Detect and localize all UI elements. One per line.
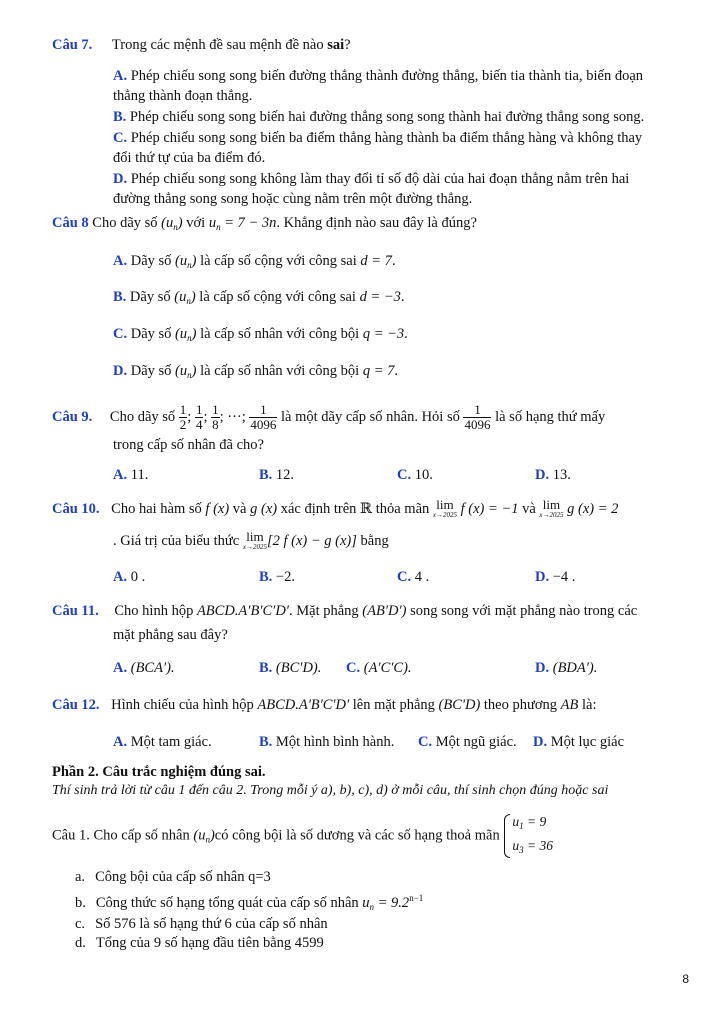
q12-option-a: A. Một tam giác. [113, 734, 212, 750]
q11-option-d: D. (BDA′). [535, 660, 598, 676]
q9-label: Câu 9. [52, 409, 93, 425]
q11-stem: Câu 11. Cho hình hộp ABCD.A′B′C′D′. Mặt phẳng (AB′D′) song song với mặt phẳng nào trong các [52, 603, 638, 619]
q12-option-c: C. Một ngũ giác. [418, 734, 517, 750]
fraction-1-4096-b: $\frac{1}{4096}$ [464, 402, 491, 433]
q12-option-b: B. Một hình bình hành. [259, 734, 395, 750]
q7-option-c: C. Phép chiếu song song biến ba điểm thẳng hàng thành ba điểm thẳng hàng và không thay [113, 130, 643, 146]
q7-option-c-cont: đổi thứ tự của ba điểm đó. [113, 150, 266, 166]
q9-option-b: B. 12. [259, 467, 295, 483]
q7-option-a: A. Phép chiếu song song biến đường thẳng thành đường thẳng, biến tia thành tia, biến đoạn [113, 68, 644, 84]
q7-option-b: B. Phép chiếu song song biến hai đường thẳng song song thành hai đường thẳng song song. [113, 109, 645, 125]
q8-option-a: A. Dãy số $(u_n)$ là cấp số cộng với công sai d = 7. [113, 253, 396, 270]
q7-stem: Câu 7. Trong các mệnh đề sau mệnh đề nào sai? [52, 37, 351, 53]
limit-operator: lim x→2025 [432, 496, 457, 519]
q9-option-a: A. 11. [113, 467, 149, 483]
q9-stem: Câu 9. Cho dãy số $\frac{1}{2}$ ; $\frac{1}{4}$ ; $\frac{1}{8}$ ; ···; $\frac{1}{4096}$ là một dãy cấp số nhân. Hỏi số $\frac{1}{4096}$ là số hạng thứ mấy [52, 402, 606, 433]
p2q1-item-c: c. Số 576 là số hạng thứ 6 của cấp số nhân [75, 916, 328, 932]
q9-option-c: C. 10. [397, 467, 433, 483]
fraction-1-8: $\frac{1}{8}$ [212, 402, 219, 433]
q8-option-c: C. Dãy số $(u_n)$ là cấp số nhân với công bội q = −3. [113, 326, 408, 343]
q8-stem: Câu 8 Cho dãy số $(u_n)$ với $u_n = 7 - 3n$. Khẳng định nào sau đây là đúng? [52, 215, 477, 232]
limit-operator-2: lim x→2025 [539, 496, 564, 519]
q11-stem-cont: mặt phẳng sau đây? [113, 627, 228, 643]
q12-label: Câu 12. [52, 697, 100, 713]
q10-option-c: C. 4 . [397, 569, 430, 585]
q7-option-a-cont: thẳng thành đoạn thẳng. [113, 88, 253, 104]
q11-option-c: C. (A′C′C). [346, 660, 412, 676]
q7-option-d: D. Phép chiếu song song không làm thay đổi tỉ số độ dài của hai đoạn thẳng nằm trên hai [113, 171, 630, 187]
fraction-1-4: $\frac{1}{4}$ [195, 402, 203, 433]
q11-option-a: A. (BCA′). [113, 660, 175, 676]
q7-option-d-cont: đường thẳng song song hoặc cùng nằm trên một đường thẳng. [113, 191, 473, 207]
equation-system: $u_1 = 9$ $u_3 = 36$ [503, 812, 553, 860]
q8-option-b: B. Dãy số $(u_n)$ là cấp số cộng với công sai d = −3. [113, 289, 405, 306]
part2-instruction: Thí sinh trả lời từ câu 1 đến câu 2. Trong mỗi ý a), b), c), d) ở mỗi câu, thí sinh chọn đúng hoặc sai [52, 783, 609, 798]
q10-option-a: A. 0 . [113, 569, 146, 585]
part2-title: Phần 2. Câu trắc nghiệm đúng sai. [52, 764, 266, 780]
q10-label: Câu 10. [52, 501, 100, 517]
q12-stem: Câu 12. Hình chiếu của hình hộp ABCD.A'B'C'D' lên mặt phẳng (BC'D) theo phương AB là: [52, 697, 597, 713]
q9-stem-cont: trong cấp số nhân đã cho? [113, 437, 264, 453]
q11-option-b: B. (BC′D). [259, 660, 322, 676]
fraction-1-4096: $\frac{1}{4096}$ [250, 402, 277, 433]
q8-label: Câu 8 [52, 215, 89, 231]
page-number: 8 [682, 972, 689, 986]
p2q1-item-b: b. Công thức số hạng tổng quát của cấp số nhân $u_n = 9.2^{n-1}$ [75, 893, 424, 912]
q8-option-d: D. Dãy số $(u_n)$ là cấp số nhân với công bội q = 7. [113, 363, 398, 380]
q10-stem: Câu 10. Cho hai hàm số f (x) và g (x) xác định trên ℝ thỏa mãn lim x→2025 f (x) = −1 và lim x→2025 g (x) = 2 [52, 496, 619, 519]
p2q1-item-d: d. Tổng của 9 số hạng đầu tiên bằng 4599 [75, 935, 324, 951]
q12-option-d: D. Một lục giác [533, 734, 625, 750]
q10-option-d: D. −4 . [535, 569, 576, 585]
limit-operator-3: lim x→2025 [242, 528, 267, 551]
q11-label: Câu 11. [52, 603, 99, 619]
q9-option-d: D. 13. [535, 467, 571, 483]
q7-label: Câu 7. [52, 37, 93, 53]
fraction-1-2: $\frac{1}{2}$ [179, 402, 187, 433]
p2q1-item-a: a. Công bội của cấp số nhân q=3 [75, 869, 271, 885]
q10-option-b: B. −2. [259, 569, 295, 585]
p2q1-stem: Câu 1. Cho cấp số nhân $(u_n)có$ công bội là số dương và các số hạng thoả mãn $u_1 = 9$ $u_3 = 36$ [52, 812, 553, 861]
q10-stem-cont: . Giá trị của biểu thức lim x→2025 [2 f (x) − g (x)] bằng [113, 528, 389, 551]
